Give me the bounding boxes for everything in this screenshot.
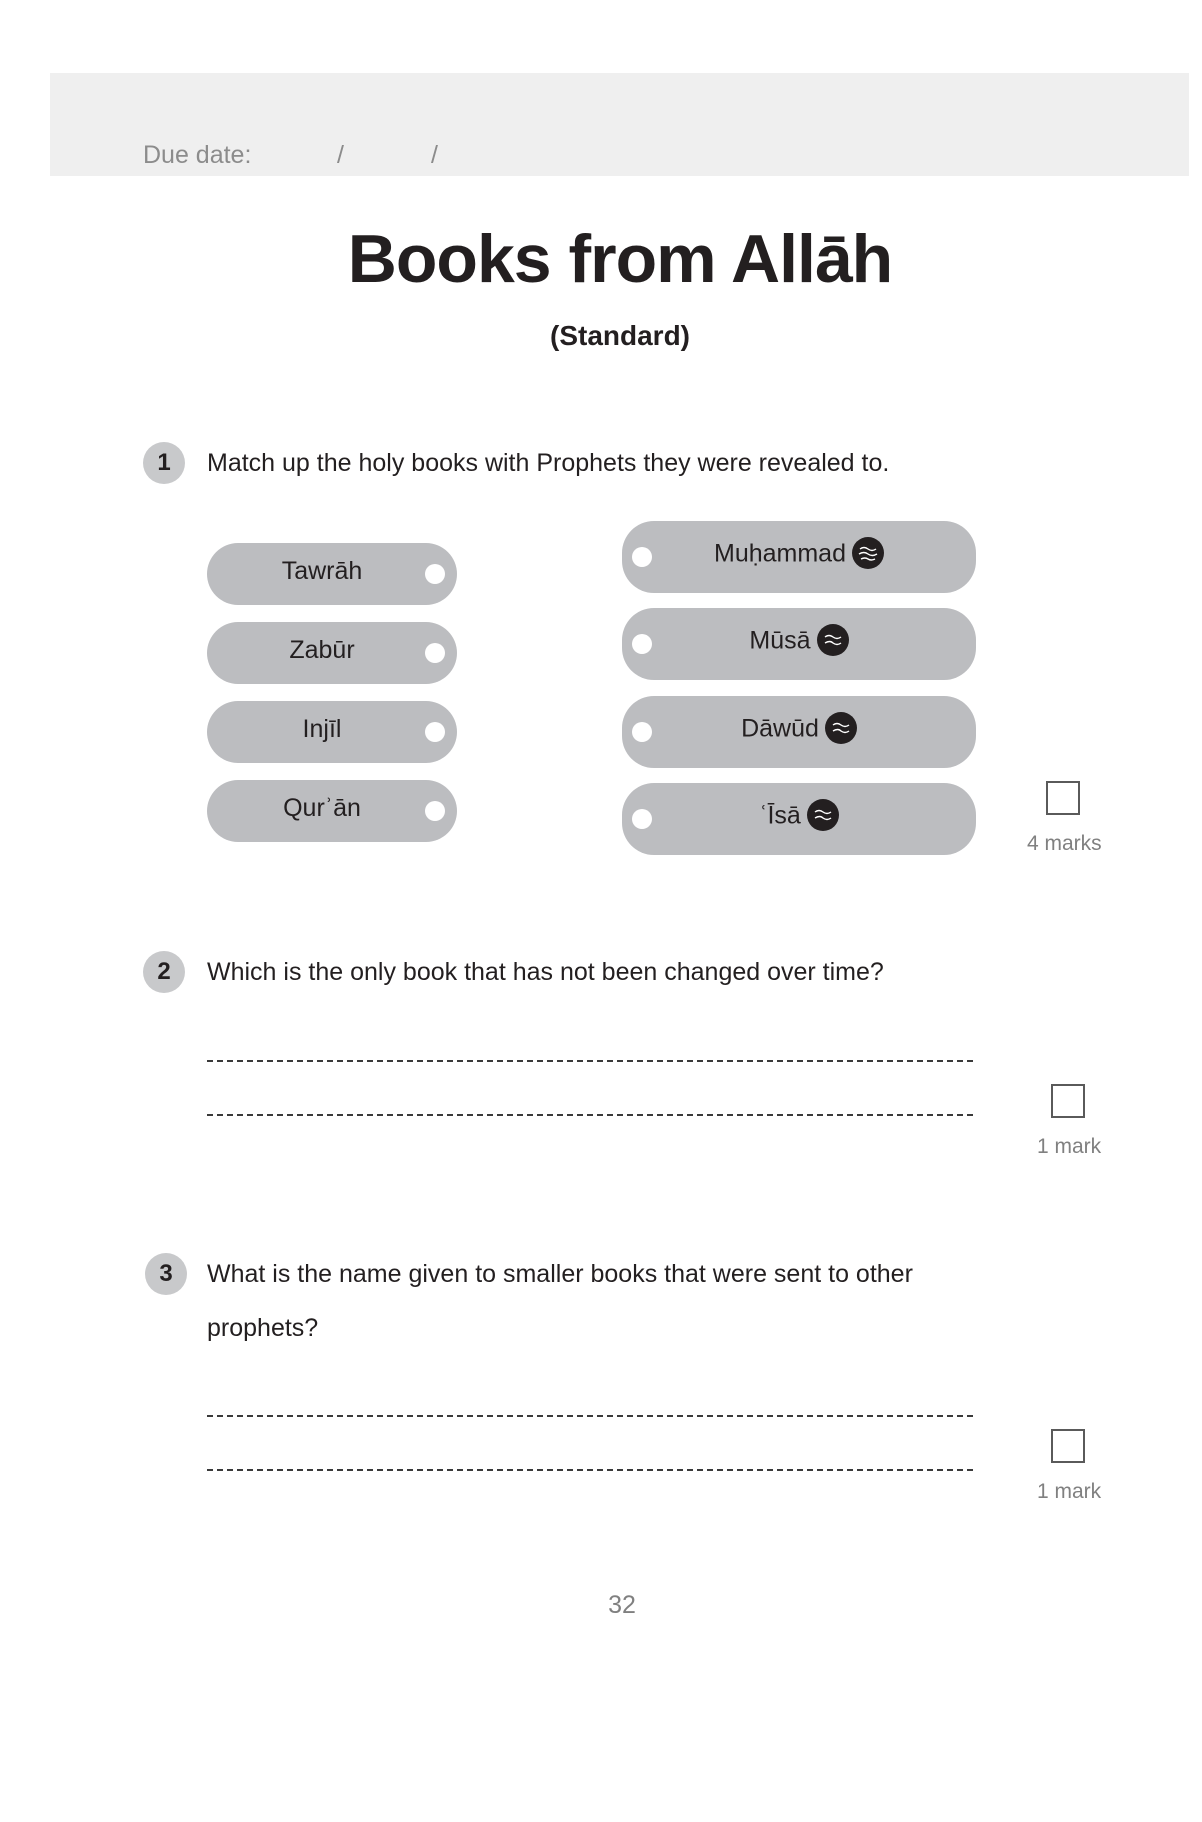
- book-label: Zabūr: [289, 636, 355, 664]
- question-number: 2: [143, 951, 185, 993]
- alayhi-salam-icon: [817, 624, 849, 656]
- match-dot[interactable]: [425, 564, 445, 584]
- book-label: Injīl: [302, 715, 342, 743]
- prophet-label: Mūsā: [749, 626, 811, 655]
- book-pill-quran[interactable]: [207, 780, 457, 842]
- alayhi-salam-icon: [807, 799, 839, 831]
- answer-line[interactable]: [207, 1415, 973, 1417]
- page-subtitle: (Standard): [550, 320, 690, 351]
- question-text: Which is the only book that has not been changed over time?: [207, 958, 884, 986]
- marks-label: 1 mark: [1037, 1480, 1102, 1503]
- salawat-icon: [852, 537, 884, 569]
- due-date-slash: /: [337, 141, 344, 169]
- book-label: Qurʾān: [283, 794, 361, 822]
- book-pill-tawrah[interactable]: [207, 543, 457, 605]
- mark-checkbox[interactable]: [1046, 781, 1080, 815]
- question-text: prophets?: [207, 1314, 319, 1342]
- match-dot[interactable]: [425, 643, 445, 663]
- mark-checkbox[interactable]: [1051, 1084, 1085, 1118]
- answer-line[interactable]: [207, 1060, 973, 1062]
- page-number: 32: [608, 1591, 636, 1619]
- marks-label: 4 marks: [1027, 832, 1102, 855]
- prophet-pill-dawud[interactable]: [622, 696, 976, 768]
- match-dot[interactable]: [425, 801, 445, 821]
- prophet-pill-musa[interactable]: [622, 608, 976, 680]
- prophet-pill-muhammad[interactable]: [622, 521, 976, 593]
- book-pill-injil[interactable]: [207, 701, 457, 763]
- question-number: 1: [143, 442, 185, 484]
- book-label: Tawrāh: [281, 557, 363, 585]
- mark-checkbox[interactable]: [1051, 1429, 1085, 1463]
- prophet-pill-isa[interactable]: [622, 783, 976, 855]
- page-title: Books from Allāh: [347, 221, 893, 297]
- prophet-label: Dāwūd: [741, 714, 819, 743]
- prophet-label: ʿĪsā: [759, 801, 801, 830]
- question-text: What is the name given to smaller books that were sent to other: [207, 1260, 913, 1288]
- match-dot[interactable]: [425, 722, 445, 742]
- answer-line[interactable]: [207, 1469, 973, 1471]
- alayhi-salam-icon: [825, 712, 857, 744]
- question-text: Match up the holy books with Prophets they were revealed to.: [207, 449, 890, 477]
- answer-line[interactable]: [207, 1114, 973, 1116]
- book-pill-zabur[interactable]: [207, 622, 457, 684]
- question-number: 3: [145, 1253, 187, 1295]
- prophet-label: Muḥammad: [714, 539, 846, 568]
- due-date-label: Due date:: [143, 141, 252, 169]
- marks-label: 1 mark: [1037, 1135, 1102, 1158]
- due-date-slash: /: [431, 141, 438, 169]
